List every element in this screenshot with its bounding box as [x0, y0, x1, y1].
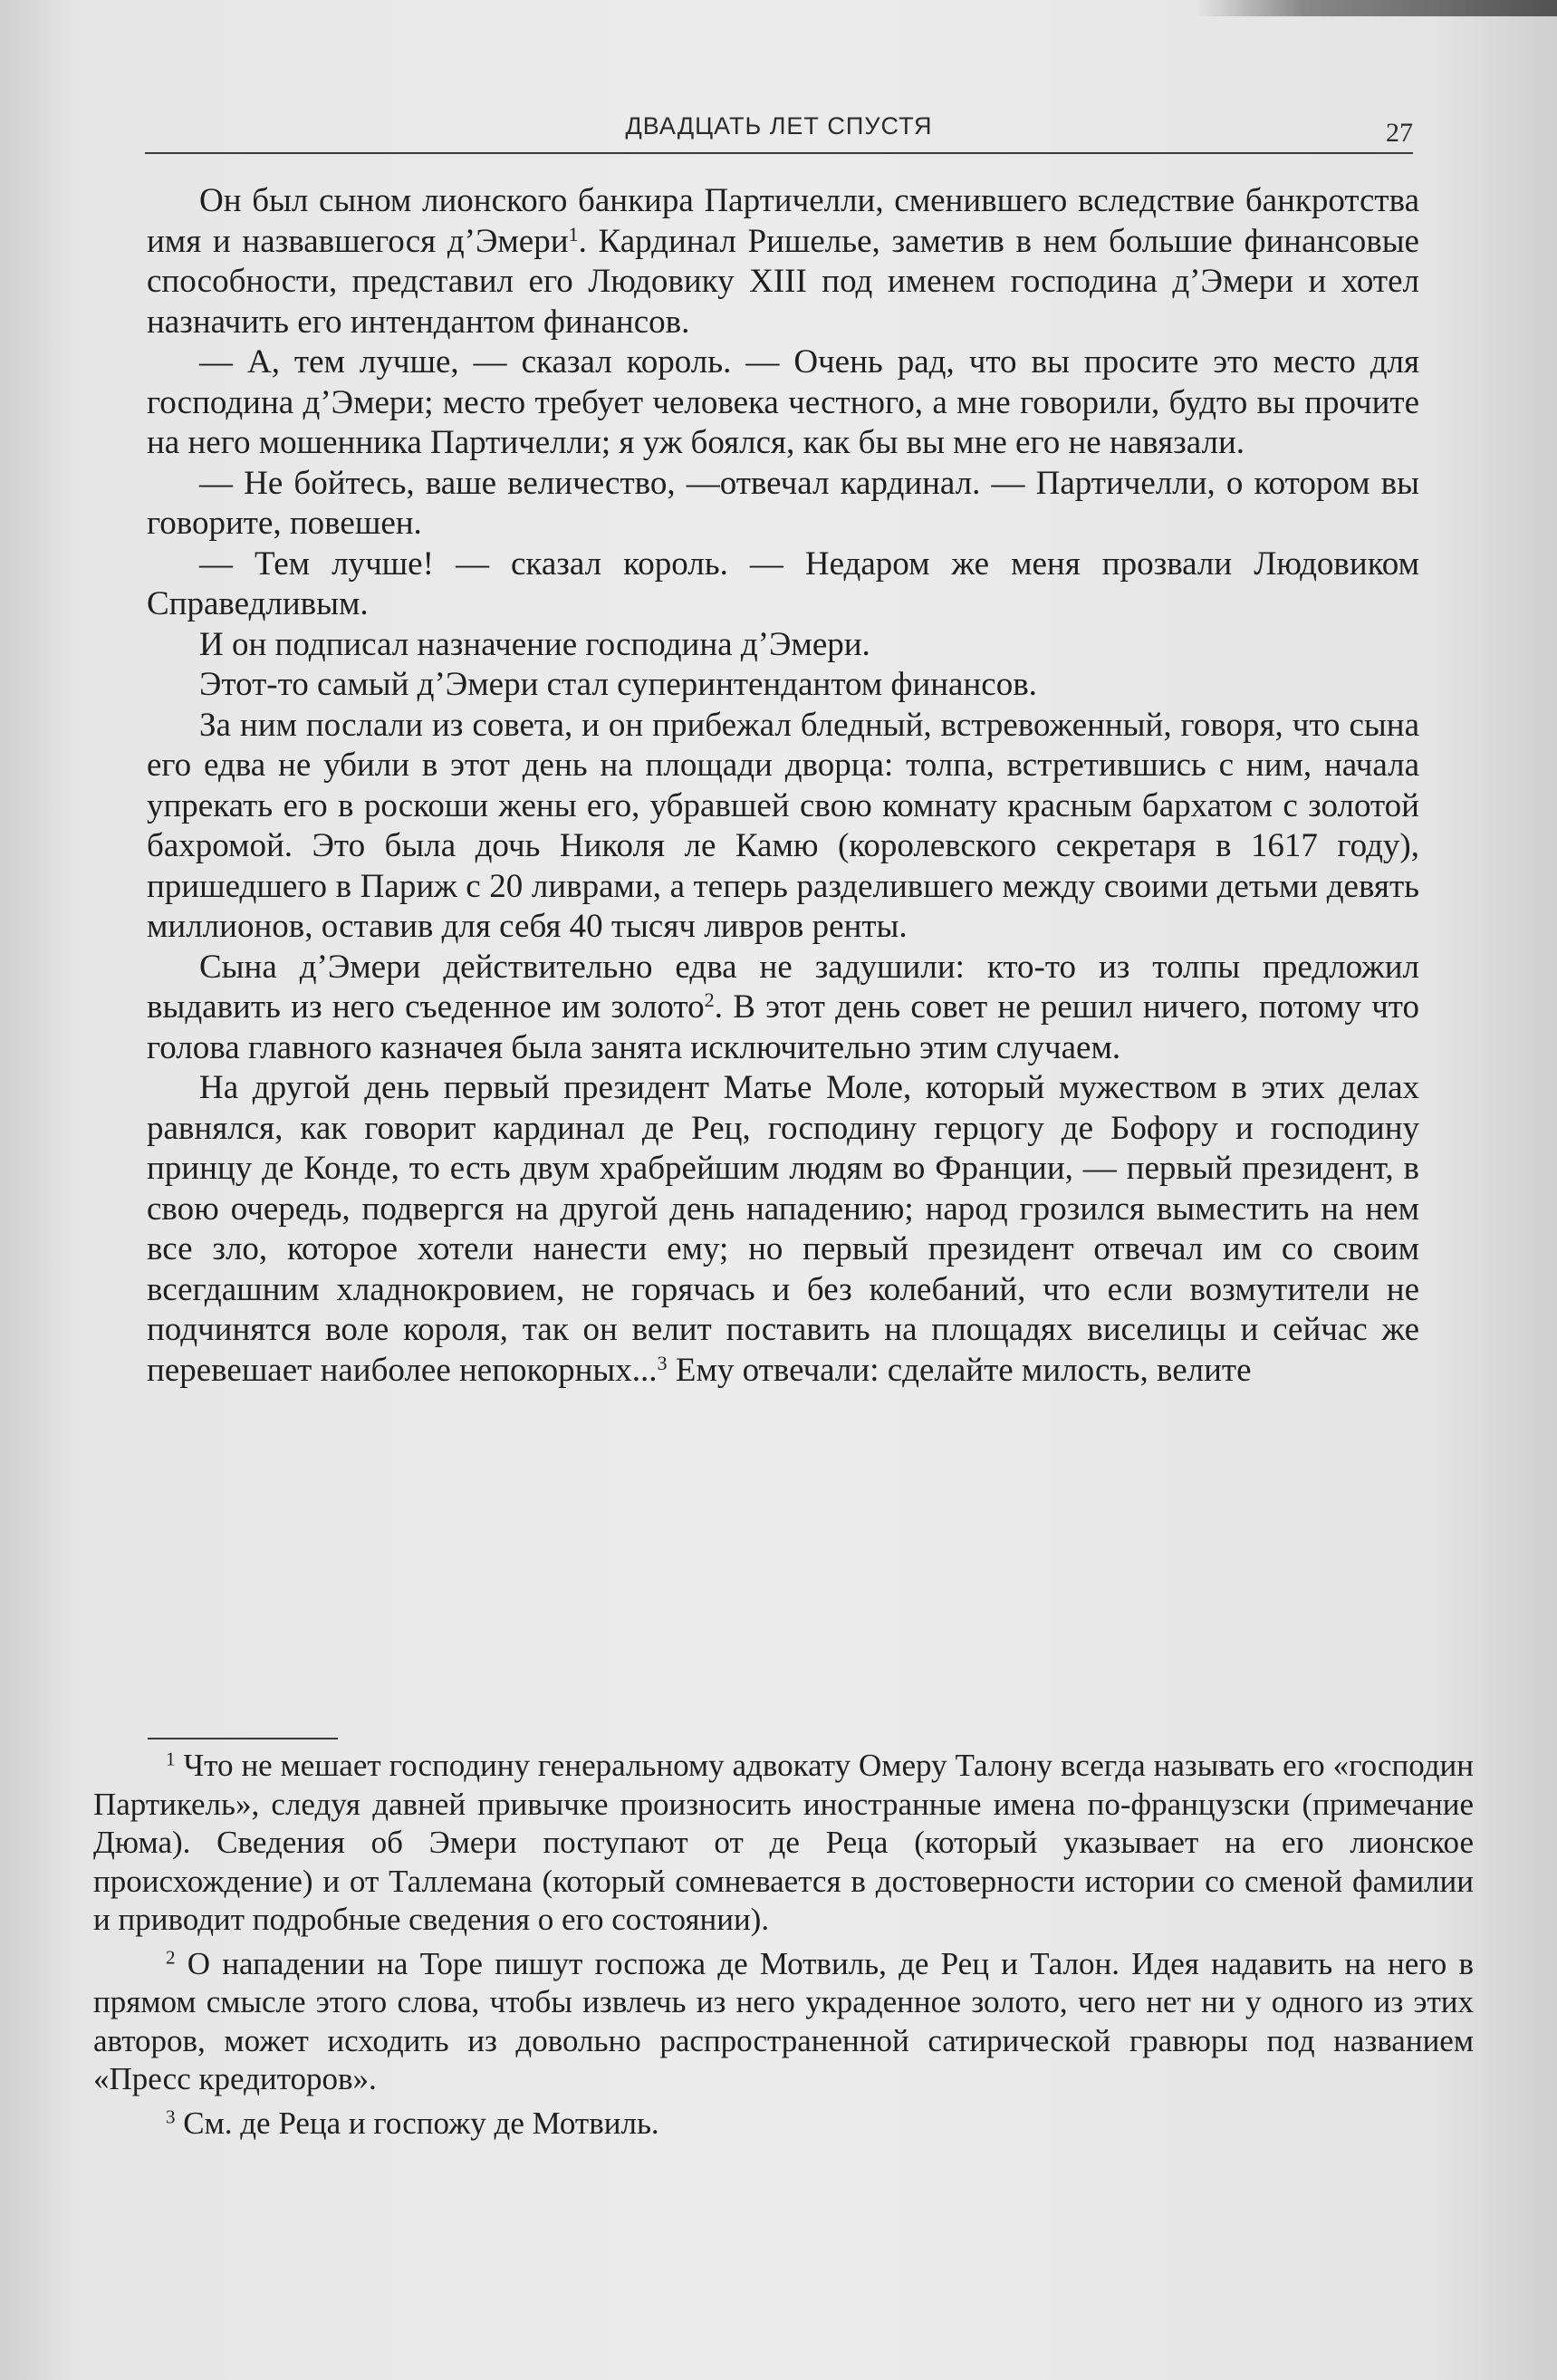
paragraph: — А, тем лучше, — сказал король. — Очень рад, что вы просите это место для господина д’Эмери; место требует человека честного, а мне говорили, будто вы прочите на него мошенника Партичелли; я уж боялся, как бы вы мне его не навязали. [147, 343, 1419, 461]
paragraph: На другой день первый президент Матье Моле, который мужеством в этих делах равнялся, как говорит кардинал де Рец, господину герцогу де Бофору и господину принцу де Конде, то есть двум храбрейшим людям во Франции, — первый президент, в свою очередь, подвергся на другой день нападению; народ грозился выместить на нем все зло, которое хотели нанести ему; но первый президент отвечал им со своим всегдашним хладнокровием, не горячась и без колебаний, что если возмутители не подчинятся воле короля, так он велит поставить на площадях виселицы и сейчас же перевешает наиболее непокорных...$^3$ Ему отвечали: сделайте милость, велите [147, 1069, 1419, 1389]
footnote-ref: 3 [657, 1351, 668, 1374]
footnotes [93, 1747, 1474, 2148]
paragraph: И он подписал назначение господина д’Эмери. [199, 625, 870, 663]
main-text [147, 181, 1419, 1391]
page-number: 27 [1386, 118, 1413, 148]
footnote-mark: 1 [166, 1748, 176, 1770]
footnote: $^1$ Что не мешает господину генеральному адвокату Омеру Талону всегда называть его «господин Партикель», следуя давней привычке произносить иностранные имена по-французски (примечание Дюма). Сведения об Эмери поступают от де Реца (который указывает на его лионское происхождение) и от Таллемана (который сомневается в достоверности истории со сменой фамилии и приводит подробные сведения о его состоянии). [93, 1748, 1474, 1937]
footnote: $^3$ См. де Реца и госпожу де Мотвиль. [166, 2105, 659, 2141]
footnote-divider [148, 1738, 338, 1739]
footnote-mark: 2 [166, 1945, 176, 1968]
footnote: $^2$ О нападении на Торе пишут госпожа де Мотвиль, де Рец и Талон. Идея надавить на него в прямом смысле этого слова, чтобы извлечь из него украденное золото, чего нет ни у одного из этих авторов, может исходить из довольно распространенной сатирической гравюры под названием «Пресс кредиторов». [93, 1945, 1475, 2096]
paragraph: Он был сыном лионского банкира Партичелли, сменившего вследствие банкротства имя и назвавшегося д’Эмери$^1$. Кардинал Ришелье, заметив в нем большие финансовые способности, представил его Людовику XIII под именем господина д’Эмери и хотел назначить его интендантом финансов. [147, 182, 1419, 341]
footnote-ref: 1 [568, 222, 579, 246]
paragraph: Этот-то самый д’Эмери стал суперинтендантом финансов. [199, 666, 1037, 703]
paragraph: Сына д’Эмери действительно едва не задушили: кто-то из толпы предложил выдавить из него съеденное им золото$^2$. В этот день совет не решил ничего, потому что голова главного казначея была занята исключительно этим случаем. [147, 948, 1419, 1066]
paragraph: — Тем лучше! — сказал король. — Недаром же меня прозвали Людовиком Справедливым. [147, 544, 1419, 622]
paragraph: За ним послали из совета, и он прибежал бледный, встревоженный, говоря, что сына его едва не убили в этот день на площади дворца: толпа, встретившись с ним, начала упрекать его в роскоши жены его, убравшей свою комнату красным бархатом с золотой бахромой. Это была дочь Николя ле Камю (королевского секретаря в 1617 году), пришедшего в Париж с 20 ливрами, а теперь разделившего между своими детьми девять миллионов, оставив для себя 40 тысяч ливров ренты. [147, 706, 1419, 945]
footnote-mark: 3 [166, 2105, 176, 2127]
running-title: ДВАДЦАТЬ ЛЕТ СПУСТЯ [625, 112, 933, 140]
page-edge-shadow [1195, 0, 1557, 16]
paragraph: — Не бойтесь, ваше величество, —отвечал кардинал. — Партичелли, о котором вы говорите, повешен. [147, 464, 1419, 542]
footnote-ref: 2 [704, 988, 715, 1011]
running-header [145, 107, 1413, 154]
